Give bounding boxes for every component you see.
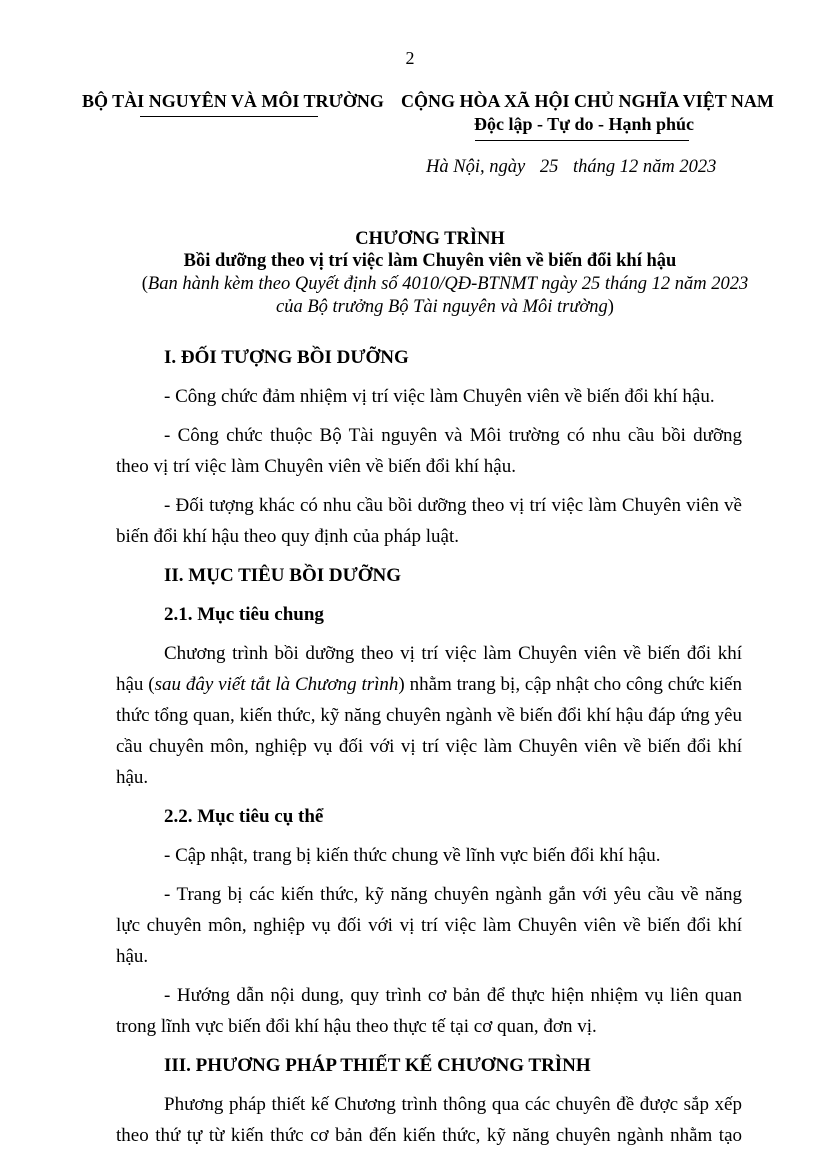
document-body bbox=[116, 342, 742, 1151]
section-1-heading: I. ĐỐI TƯỢNG BỒI DƯỠNG bbox=[164, 347, 409, 368]
date-year: năm 2023 bbox=[642, 157, 717, 177]
issuance-line-2 bbox=[0, 297, 820, 318]
s2-1-text-b: ) nhằm trang bị, cập nhật cho công chức kiến thức tổng quan, kiến thức, kỹ năng chuyên ngành về biến đổi khí hậu đáp ứng yêu cầu chuyên môn, nghiệp vụ đối với vị trí việc làm Chuyên viên về biến đổi khí hậu. bbox=[116, 674, 742, 788]
date-prefix: Hà Nội, ngày bbox=[426, 157, 526, 177]
issuance-text-1: Ban hành kèm theo Quyết định số 4010/QĐ-BTNMT ngày 25 tháng 12 năm 2023 bbox=[147, 274, 749, 294]
national-title: CỘNG HÒA XÃ HỘI CHỦ NGHĨA VIỆT NAM bbox=[401, 91, 774, 111]
national-motto: Độc lập - Tự do - Hạnh phúc bbox=[474, 114, 695, 134]
issuance-open-paren: ( bbox=[141, 274, 148, 294]
section-1-item-1: - Công chức đảm nhiệm vị trí việc làm Chuyên viên về biến đổi khí hậu. bbox=[164, 386, 715, 407]
page-number: 2 bbox=[405, 48, 415, 68]
date-day: 25 bbox=[539, 157, 559, 177]
date-month: 12 bbox=[619, 157, 639, 177]
section-2-1-paragraph bbox=[116, 638, 742, 793]
section-2-2-item-2: - Trang bị các kiến thức, kỹ năng chuyên ngành gắn với yêu cầu về năng lực chuyên môn, nghiệp vụ đối với vị trí việc làm Chuyên viên về biến đổi khí hậu. bbox=[116, 884, 742, 967]
section-3-heading: III. PHƯƠNG PHÁP THIẾT KẾ CHƯƠNG TRÌNH bbox=[164, 1055, 591, 1076]
ministry-name: BỘ TÀI NGUYÊN VÀ MÔI TRƯỜNG bbox=[82, 91, 384, 111]
section-1-item-3: - Đối tượng khác có nhu cầu bồi dưỡng theo vị trí việc làm Chuyên viên về biến đổi khí hậu theo quy định của pháp luật. bbox=[116, 495, 742, 547]
date-line bbox=[426, 157, 716, 178]
section-2-2-item-1: - Cập nhật, trang bị kiến thức chung về lĩnh vực biến đổi khí hậu. bbox=[164, 845, 661, 866]
document-title: CHƯƠNG TRÌNH bbox=[355, 229, 505, 249]
section-1-item-2: - Công chức thuộc Bộ Tài nguyên và Môi trường có nhu cầu bồi dưỡng theo vị trí việc làm Chuyên viên về biến đổi khí hậu. bbox=[116, 425, 742, 477]
issuance-line-1 bbox=[0, 274, 820, 295]
s2-1-text-italic: sau đây viết tắt là Chương trình bbox=[154, 674, 399, 695]
section-2-1-heading: 2.1. Mục tiêu chung bbox=[164, 604, 324, 625]
section-3-paragraph: Phương pháp thiết kế Chương trình thông qua các chuyên đề được sắp xếp theo thứ tự từ kiến thức cơ bản đến kiến thức, kỹ năng chuyên ngành nhằm tạo bbox=[116, 1094, 742, 1146]
section-2-2-item-3: - Hướng dẫn nội dung, quy trình cơ bản để thực hiện nhiệm vụ liên quan trong lĩnh vực biến đổi khí hậu theo thực tế tại cơ quan, đơn vị. bbox=[116, 985, 742, 1037]
document-subtitle: Bồi dưỡng theo vị trí việc làm Chuyên viên về biến đổi khí hậu bbox=[183, 251, 677, 271]
ministry-underline bbox=[140, 116, 318, 117]
issuance-close-paren: ) bbox=[607, 297, 614, 317]
date-month-label: tháng bbox=[572, 157, 616, 177]
s2-1-text-a: Chương trình bồi dưỡng theo vị trí việc làm Chuyên viên về biến đổi khí hậu ( bbox=[116, 643, 742, 695]
section-2-2-heading: 2.2. Mục tiêu cụ thể bbox=[164, 806, 324, 827]
motto-underline bbox=[475, 140, 689, 141]
section-2-heading: II. MỤC TIÊU BỒI DƯỠNG bbox=[164, 565, 401, 586]
issuance-text-2: của Bộ trưởng Bộ Tài nguyên và Môi trường bbox=[276, 297, 608, 317]
